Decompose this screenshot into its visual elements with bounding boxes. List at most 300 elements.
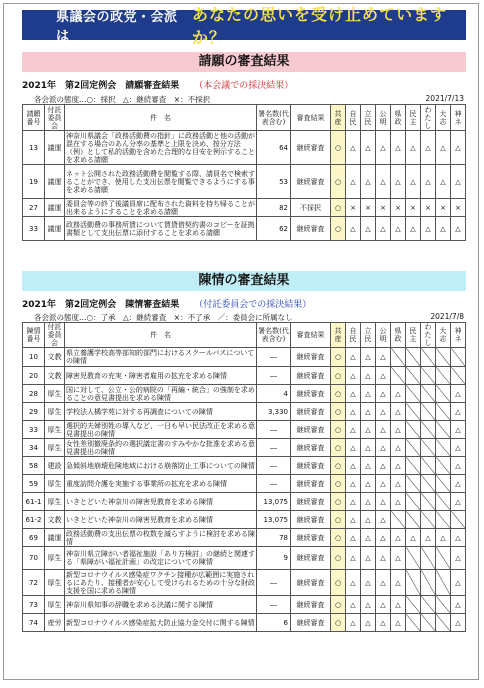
vote-slash bbox=[436, 385, 451, 403]
title-banner bbox=[22, 5, 466, 47]
table-row bbox=[23, 199, 466, 217]
row-subject: 障害児教育の充実・障害者雇用の拡充を求める陳情 bbox=[65, 367, 257, 385]
vote-mark: △ bbox=[361, 348, 376, 367]
row-signatures: ― bbox=[257, 457, 291, 475]
vote-slash bbox=[436, 457, 451, 475]
row-signatures: 53 bbox=[257, 165, 291, 199]
vote-mark: △ bbox=[346, 475, 361, 493]
header-faction: 立民 bbox=[361, 323, 376, 348]
header-faction: 民主 bbox=[406, 323, 421, 348]
vote-slash bbox=[406, 457, 421, 475]
vote-mark: ○ bbox=[331, 547, 346, 570]
vote-slash bbox=[436, 547, 451, 570]
row-committee: 厚生 bbox=[45, 475, 65, 493]
vote-mark: △ bbox=[376, 529, 391, 547]
row-subject: 政務活動費の支出伝票の枚数を減らすように検討を求める陳情 bbox=[66, 529, 255, 546]
vote-slash bbox=[436, 614, 451, 632]
row-number: 61-1 bbox=[23, 493, 45, 511]
row-number: 73 bbox=[23, 596, 45, 614]
table-row bbox=[23, 493, 466, 511]
vote-slash bbox=[436, 475, 451, 493]
table-row bbox=[23, 217, 466, 241]
row-signatures: 6 bbox=[257, 614, 291, 632]
row-number: 59 bbox=[23, 475, 45, 493]
vote-mark: △ bbox=[376, 596, 391, 614]
header-committee: 付託委員会 bbox=[45, 323, 65, 348]
vote-mark: ○ bbox=[331, 131, 346, 165]
vote-slash bbox=[421, 475, 436, 493]
vote-mark: △ bbox=[391, 570, 406, 596]
vote-slash bbox=[406, 570, 421, 596]
vote-slash bbox=[421, 421, 436, 439]
vote-mark: △ bbox=[361, 403, 376, 421]
header-faction: 神ネ bbox=[451, 105, 466, 131]
row-committee: 議運 bbox=[45, 165, 65, 199]
header-faction: 県政 bbox=[391, 105, 406, 131]
vote-mark: △ bbox=[376, 165, 391, 199]
vote-slash bbox=[421, 348, 436, 367]
header-num: 請願番号 bbox=[23, 105, 45, 131]
header-faction: 立民 bbox=[361, 105, 376, 131]
row-signatures: 4 bbox=[257, 385, 291, 403]
row-subject: 学校法人橘学苑に対する再調査についての陳情 bbox=[65, 403, 257, 421]
row-result: 継続審査 bbox=[291, 457, 331, 475]
vote-mark: △ bbox=[451, 596, 466, 614]
vote-mark: △ bbox=[391, 403, 406, 421]
vote-mark: △ bbox=[361, 439, 376, 457]
vote-slash bbox=[436, 511, 451, 529]
petition-section-heading: 請願の審査結果 bbox=[22, 52, 466, 72]
row-subject: 国に対して、公立・公的病院の「再編・統合」の強制を求めることの意見書提出を求める陳情 bbox=[66, 385, 255, 402]
vote-mark: ○ bbox=[331, 439, 346, 457]
row-signatures: ― bbox=[257, 348, 291, 367]
header-subject: 件 名 bbox=[65, 105, 257, 131]
vote-mark: △ bbox=[346, 217, 361, 241]
vote-mark: △ bbox=[346, 131, 361, 165]
vote-mark: △ bbox=[451, 457, 466, 475]
vote-mark: ○ bbox=[331, 614, 346, 632]
vote-mark: × bbox=[451, 199, 466, 217]
vote-mark: △ bbox=[361, 570, 376, 596]
row-subject: 神奈川県知事の辞職を求める決議に関する陳情 bbox=[65, 596, 257, 614]
header-faction: 公明 bbox=[376, 323, 391, 348]
vote-mark: △ bbox=[391, 493, 406, 511]
petition-title: 2021年 第2回定例会 請願審査結果 bbox=[22, 81, 180, 91]
row-number: 58 bbox=[23, 457, 45, 475]
row-result: 継続審査 bbox=[291, 475, 331, 493]
table-row bbox=[23, 570, 466, 596]
row-signatures: 64 bbox=[257, 131, 291, 165]
vote-slash bbox=[436, 348, 451, 367]
vote-mark: △ bbox=[346, 529, 361, 547]
row-committee: 文教 bbox=[45, 348, 65, 367]
appeal-note: （付託委員会での採決結果） bbox=[194, 300, 312, 310]
table-row bbox=[23, 385, 466, 403]
row-committee: 議運 bbox=[45, 217, 65, 241]
table-row bbox=[23, 475, 466, 493]
appeal-title: 2021年 第2回定例会 陳情審査結果 bbox=[22, 300, 180, 310]
vote-mark: ○ bbox=[331, 475, 346, 493]
row-number: 28 bbox=[23, 385, 45, 403]
header-num: 陳情番号 bbox=[23, 323, 45, 348]
vote-slash bbox=[406, 439, 421, 457]
header-result: 審査結果 bbox=[291, 105, 331, 131]
vote-mark: △ bbox=[451, 131, 466, 165]
vote-slash bbox=[451, 367, 466, 385]
vote-mark: △ bbox=[361, 385, 376, 403]
vote-mark: △ bbox=[451, 529, 466, 547]
petition-legend: 各会派の態度…○：採択 △：継続審査 ×：不採択 bbox=[34, 95, 211, 104]
vote-mark: △ bbox=[391, 165, 406, 199]
vote-mark: × bbox=[406, 199, 421, 217]
row-committee: 厚生 bbox=[45, 493, 65, 511]
vote-slash bbox=[391, 367, 406, 385]
row-signatures: 9 bbox=[257, 547, 291, 570]
vote-mark: ○ bbox=[331, 367, 346, 385]
table-row bbox=[23, 511, 466, 529]
table-row bbox=[23, 348, 466, 367]
vote-mark: × bbox=[436, 199, 451, 217]
vote-mark: △ bbox=[451, 570, 466, 596]
vote-slash bbox=[406, 421, 421, 439]
vote-mark: △ bbox=[376, 348, 391, 367]
vote-slash bbox=[406, 511, 421, 529]
vote-mark: △ bbox=[421, 217, 436, 241]
vote-mark: ○ bbox=[331, 403, 346, 421]
vote-mark: ○ bbox=[331, 511, 346, 529]
vote-mark: △ bbox=[346, 493, 361, 511]
row-committee: 議運 bbox=[45, 529, 65, 547]
row-subject: 神奈川県議会「政務活動費の指針」に政務活動と他の活動が混在する場合のあん分率の基準と上限を決め、按分方法（例）として私的活動を含めた合理的な目安を例示することを求める請願 bbox=[66, 131, 255, 164]
vote-mark: △ bbox=[361, 457, 376, 475]
vote-mark: × bbox=[361, 199, 376, 217]
header-faction: 共産 bbox=[331, 105, 346, 131]
vote-slash bbox=[421, 570, 436, 596]
row-subject: いきとどいた神奈川の障害児教育を求める陳情 bbox=[65, 511, 257, 529]
row-number: 74 bbox=[23, 614, 45, 632]
vote-mark: △ bbox=[376, 385, 391, 403]
vote-slash bbox=[406, 614, 421, 632]
vote-mark: △ bbox=[376, 439, 391, 457]
vote-mark: △ bbox=[346, 457, 361, 475]
row-result: 継続審査 bbox=[291, 367, 331, 385]
row-result: 継続審査 bbox=[291, 348, 331, 367]
vote-mark: △ bbox=[391, 385, 406, 403]
vote-mark: ○ bbox=[331, 457, 346, 475]
row-signatures: ― bbox=[257, 596, 291, 614]
vote-mark: △ bbox=[391, 131, 406, 165]
header-committee: 付託委員会 bbox=[45, 105, 65, 131]
vote-slash bbox=[406, 547, 421, 570]
vote-slash bbox=[436, 439, 451, 457]
vote-mark: △ bbox=[376, 614, 391, 632]
row-result: 継続審査 bbox=[291, 596, 331, 614]
row-subject: 新型コロナウイルス感染症ワクチン接種が広範囲に実施されるにあたり、接種者が安心して受けられるための十分な財政支援を国に求める陳情 bbox=[66, 570, 255, 595]
vote-mark: △ bbox=[346, 367, 361, 385]
row-signatures: 82 bbox=[257, 199, 291, 217]
row-committee: 厚生 bbox=[45, 570, 65, 596]
vote-mark: ○ bbox=[331, 421, 346, 439]
row-result: 継続審査 bbox=[291, 165, 331, 199]
header-faction: 大志 bbox=[436, 105, 451, 131]
vote-mark: ○ bbox=[331, 596, 346, 614]
vote-mark: △ bbox=[376, 367, 391, 385]
row-result: 継続審査 bbox=[291, 421, 331, 439]
header-result: 審査結果 bbox=[291, 323, 331, 348]
vote-mark: △ bbox=[346, 421, 361, 439]
row-number: 13 bbox=[23, 131, 45, 165]
table-row bbox=[23, 403, 466, 421]
petition-date: 2021/7/13 bbox=[425, 94, 464, 103]
row-committee: 厚生 bbox=[45, 403, 65, 421]
vote-mark: ○ bbox=[331, 385, 346, 403]
row-committee: 産労 bbox=[45, 614, 65, 632]
vote-mark: × bbox=[376, 199, 391, 217]
row-number: 27 bbox=[23, 199, 45, 217]
header-signatures: 署名数(代表含む) bbox=[257, 323, 291, 348]
table-row bbox=[23, 367, 466, 385]
row-signatures: 78 bbox=[257, 529, 291, 547]
vote-mark: △ bbox=[346, 570, 361, 596]
vote-mark: △ bbox=[361, 367, 376, 385]
vote-mark: △ bbox=[361, 217, 376, 241]
table-row bbox=[23, 547, 466, 570]
row-result: 継続審査 bbox=[291, 385, 331, 403]
vote-mark: △ bbox=[361, 493, 376, 511]
row-committee: 厚生 bbox=[45, 596, 65, 614]
header-signatures: 署名数(代表含む) bbox=[257, 105, 291, 131]
petition-note: （本会議での採決結果） bbox=[194, 81, 294, 91]
vote-mark: △ bbox=[346, 348, 361, 367]
vote-slash bbox=[421, 614, 436, 632]
row-number: 33 bbox=[23, 217, 45, 241]
table-row bbox=[23, 439, 466, 457]
row-number: 34 bbox=[23, 439, 45, 457]
row-number: 10 bbox=[23, 348, 45, 367]
vote-mark: △ bbox=[346, 547, 361, 570]
vote-mark: △ bbox=[376, 493, 391, 511]
row-result: 継続審査 bbox=[291, 493, 331, 511]
vote-slash bbox=[436, 570, 451, 596]
vote-mark: △ bbox=[376, 131, 391, 165]
row-subject: 政務活動費の事務所賃について賃貸借契約書のコピーを証拠書類として支出伝票に添付することを求める請願 bbox=[65, 217, 257, 241]
vote-slash bbox=[421, 385, 436, 403]
vote-slash bbox=[451, 511, 466, 529]
vote-mark: △ bbox=[391, 457, 406, 475]
vote-mark: △ bbox=[391, 529, 406, 547]
vote-mark: △ bbox=[361, 596, 376, 614]
petition-title-line bbox=[22, 78, 466, 91]
row-signatures: ― bbox=[257, 367, 291, 385]
row-subject: 新型コロナウイルス感染症拡大防止協力金交付に関する陳情 bbox=[65, 614, 257, 632]
vote-mark: △ bbox=[406, 529, 421, 547]
vote-mark: △ bbox=[391, 614, 406, 632]
header-faction: 神ネ bbox=[451, 323, 466, 348]
row-number: 33 bbox=[23, 421, 45, 439]
vote-mark: △ bbox=[436, 529, 451, 547]
header-faction: 大志 bbox=[436, 323, 451, 348]
table-row bbox=[23, 165, 466, 199]
row-subject: 委員会等の終了後議員席に配布された資料を持ち帰ることが出来るようにすることを求める請願 bbox=[66, 199, 255, 216]
vote-slash bbox=[436, 367, 451, 385]
vote-slash bbox=[406, 475, 421, 493]
vote-slash bbox=[436, 596, 451, 614]
appeal-date: 2021/7/8 bbox=[430, 312, 464, 321]
vote-mark: △ bbox=[361, 529, 376, 547]
row-result: 継続審査 bbox=[291, 614, 331, 632]
vote-mark: ○ bbox=[331, 493, 346, 511]
vote-slash bbox=[421, 493, 436, 511]
row-subject: 選択的夫婦別姓の導入など、一日も早い民法改正を求める意見書提出の陳情 bbox=[66, 421, 255, 438]
row-committee: 厚生 bbox=[45, 439, 65, 457]
row-result: 継続審査 bbox=[291, 529, 331, 547]
vote-slash bbox=[451, 348, 466, 367]
vote-mark: △ bbox=[436, 165, 451, 199]
vote-mark: △ bbox=[406, 217, 421, 241]
vote-slash bbox=[421, 457, 436, 475]
row-subject: 女性差別撤廃条約の選択議定書のすみやかな批准を求める意見書提出の陳情 bbox=[66, 439, 255, 456]
vote-slash bbox=[421, 511, 436, 529]
vote-mark: △ bbox=[346, 165, 361, 199]
vote-mark: △ bbox=[346, 511, 361, 529]
header-faction: 共産 bbox=[331, 323, 346, 348]
row-signatures: 3,330 bbox=[257, 403, 291, 421]
row-number: 20 bbox=[23, 367, 45, 385]
row-committee: 議運 bbox=[45, 199, 65, 217]
vote-mark: △ bbox=[421, 131, 436, 165]
row-subject: 県立養護学校高等部知的部門におけるスクールバスについての陳情 bbox=[65, 348, 257, 367]
vote-mark: △ bbox=[376, 403, 391, 421]
vote-mark: △ bbox=[451, 493, 466, 511]
vote-mark: △ bbox=[391, 421, 406, 439]
vote-mark: △ bbox=[376, 457, 391, 475]
header-subject: 件 名 bbox=[65, 323, 257, 348]
row-subject: いきとどいた神奈川の障害児教育を求める陳情 bbox=[65, 493, 257, 511]
row-subject: 急傾斜地崩壊危険地域における崩落防止工事についての陳情 bbox=[65, 457, 257, 475]
row-result: 継続審査 bbox=[291, 403, 331, 421]
header-faction: 民主 bbox=[406, 105, 421, 131]
row-signatures: ― bbox=[257, 475, 291, 493]
row-number: 61-2 bbox=[23, 511, 45, 529]
row-signatures: ― bbox=[257, 439, 291, 457]
appeal-section-heading: 陳情の審査結果 bbox=[22, 271, 466, 291]
row-committee: 文教 bbox=[45, 511, 65, 529]
vote-slash bbox=[391, 511, 406, 529]
banner-left-text: 県議会の政党・会派は bbox=[56, 10, 178, 44]
row-result: 継続審査 bbox=[291, 547, 331, 570]
appeal-table bbox=[22, 322, 466, 632]
table-row bbox=[23, 421, 466, 439]
vote-mark: ○ bbox=[331, 217, 346, 241]
vote-slash bbox=[406, 348, 421, 367]
vote-slash bbox=[406, 367, 421, 385]
table-row bbox=[23, 614, 466, 632]
row-result: 継続審査 bbox=[291, 217, 331, 241]
vote-slash bbox=[436, 421, 451, 439]
vote-mark: △ bbox=[376, 421, 391, 439]
vote-mark: × bbox=[346, 199, 361, 217]
row-number: 72 bbox=[23, 570, 45, 596]
vote-slash bbox=[406, 493, 421, 511]
vote-slash bbox=[391, 348, 406, 367]
vote-mark: × bbox=[421, 199, 436, 217]
header-faction: 自民 bbox=[346, 323, 361, 348]
vote-mark: ○ bbox=[331, 529, 346, 547]
row-number: 29 bbox=[23, 403, 45, 421]
vote-mark: △ bbox=[451, 385, 466, 403]
vote-mark: △ bbox=[346, 403, 361, 421]
header-faction: わたし bbox=[421, 105, 436, 131]
vote-slash bbox=[406, 596, 421, 614]
table-row bbox=[23, 131, 466, 165]
row-signatures: 13,075 bbox=[257, 493, 291, 511]
header-faction: わたし bbox=[421, 323, 436, 348]
petition-table bbox=[22, 104, 466, 241]
row-number: 70 bbox=[23, 547, 45, 570]
vote-slash bbox=[421, 547, 436, 570]
vote-mark: △ bbox=[346, 439, 361, 457]
vote-mark: △ bbox=[361, 614, 376, 632]
vote-mark: △ bbox=[391, 475, 406, 493]
appeal-legend: 各会派の態度…○：了承 △：継続審査 ×：不了承 ／：委員会に所属なし bbox=[34, 313, 293, 322]
vote-mark: △ bbox=[361, 547, 376, 570]
vote-mark: △ bbox=[346, 596, 361, 614]
vote-mark: △ bbox=[451, 165, 466, 199]
vote-mark: △ bbox=[451, 439, 466, 457]
vote-mark: △ bbox=[421, 529, 436, 547]
vote-mark: △ bbox=[376, 475, 391, 493]
document-page bbox=[3, 3, 479, 680]
vote-mark: × bbox=[391, 199, 406, 217]
row-committee: 文教 bbox=[45, 367, 65, 385]
vote-mark: ○ bbox=[331, 570, 346, 596]
row-number: 69 bbox=[23, 529, 45, 547]
table-row bbox=[23, 596, 466, 614]
row-result: 不採択 bbox=[291, 199, 331, 217]
vote-mark: △ bbox=[451, 614, 466, 632]
row-signatures: 13,075 bbox=[257, 511, 291, 529]
vote-slash bbox=[421, 367, 436, 385]
vote-slash bbox=[406, 403, 421, 421]
vote-mark: △ bbox=[451, 217, 466, 241]
vote-slash bbox=[436, 493, 451, 511]
vote-mark: ○ bbox=[331, 348, 346, 367]
vote-mark: △ bbox=[436, 217, 451, 241]
vote-slash bbox=[436, 403, 451, 421]
header-faction: 公明 bbox=[376, 105, 391, 131]
row-subject: 神奈川県立障がい者福祉施設「あり方検討」の継続と関連する「県障がい福祉計画」の改定についての陳情 bbox=[65, 547, 257, 570]
header-faction: 県政 bbox=[391, 323, 406, 348]
vote-mark: △ bbox=[376, 217, 391, 241]
row-committee: 建設 bbox=[45, 457, 65, 475]
vote-mark: △ bbox=[391, 217, 406, 241]
row-committee: 厚生 bbox=[45, 421, 65, 439]
vote-mark: △ bbox=[406, 165, 421, 199]
vote-mark: △ bbox=[346, 614, 361, 632]
vote-mark: △ bbox=[346, 385, 361, 403]
vote-mark: △ bbox=[391, 547, 406, 570]
row-result: 継続審査 bbox=[291, 439, 331, 457]
vote-mark: △ bbox=[361, 511, 376, 529]
vote-slash bbox=[421, 596, 436, 614]
row-signatures: ― bbox=[257, 570, 291, 596]
vote-mark: △ bbox=[361, 475, 376, 493]
vote-mark: △ bbox=[451, 421, 466, 439]
vote-mark: △ bbox=[451, 475, 466, 493]
row-result: 継続審査 bbox=[291, 570, 331, 596]
vote-mark: △ bbox=[391, 439, 406, 457]
row-subject: ネット公開された政務活動費を閲覧する際、請員名で検索することができ、使用した支出伝票を閲覧できるようにする事を求める請願 bbox=[65, 165, 257, 199]
